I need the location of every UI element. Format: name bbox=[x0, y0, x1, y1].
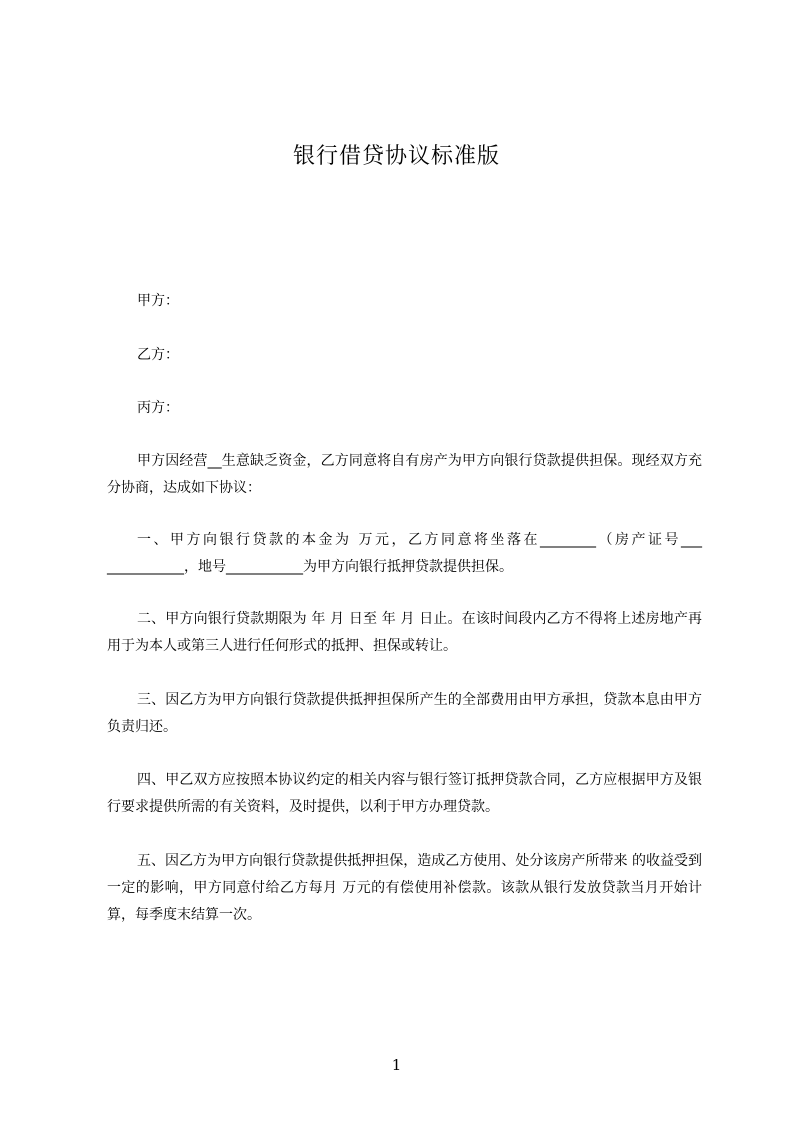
party-b-label: 乙方： bbox=[137, 347, 179, 363]
clause-5: 五、因乙方为甲方向银行贷款提供抵押担保，造成乙方使用、处分该房产所带来 的收益受到一定的影响，甲方同意付给乙方每月 万元的有偿使用补偿款。该款从银行发放贷款当月开始计算，每季度末结算一次。 bbox=[107, 853, 702, 923]
clause-3: 三、因乙方为甲方向银行贷款提供抵押担保所产生的全部费用由甲方承担，贷款本息由甲方负责归还。 bbox=[107, 692, 702, 735]
clause-4: 四、甲乙双方应按照本协议约定的相关内容与银行签订抵押贷款合同，乙方应根据甲方及银行要求提供所需的有关资料，及时提供，以利于甲方办理贷款。 bbox=[107, 772, 702, 815]
clause-2: 二、甲方向银行贷款期限为 年 月 日至 年 月 日止。在该时间段内乙方不得将上述房地产再用于为本人或第三人进行任何形式的抵押、担保或转让。 bbox=[107, 611, 702, 654]
page-number: 1 bbox=[391, 1056, 402, 1074]
document-title: 银行借贷协议标准版 bbox=[292, 144, 500, 169]
clause-1: 一、甲方向银行贷款的本金为 万元，乙方同意将坐落在________（房产证号___ ___________，地号___________为甲方向银行抵押贷款提供担保。 bbox=[107, 532, 702, 575]
party-a-label: 甲方： bbox=[137, 293, 179, 309]
intro-paragraph: 甲方因经营__生意缺乏资金，乙方同意将自有房产为甲方向银行贷款提供担保。现经双方充分协商，达成如下协议： bbox=[107, 453, 702, 496]
party-c-label: 丙方： bbox=[137, 400, 179, 416]
